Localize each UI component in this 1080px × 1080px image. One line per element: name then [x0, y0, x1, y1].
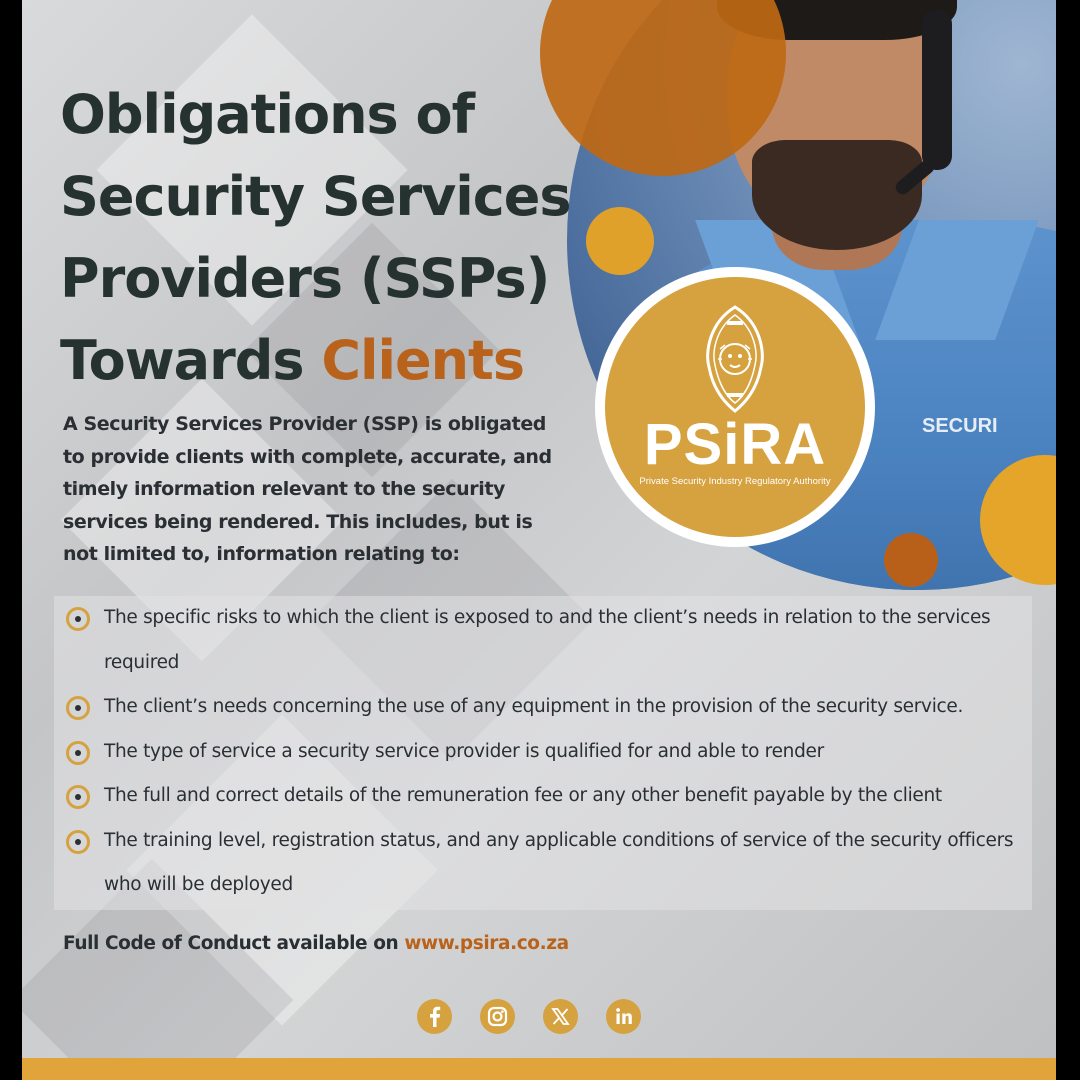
page-title [60, 74, 580, 402]
list-item [54, 685, 1032, 730]
title-line: Providers (SSPs) [60, 247, 550, 310]
list-item-text: The client’s needs concerning the use of any equipment in the provision of the security service. [104, 696, 964, 717]
psira-logo-disc [605, 277, 865, 537]
bullet-icon [66, 830, 90, 854]
list-item-text: The type of service a security service provider is qualified for and able to render [104, 740, 824, 762]
bullet-icon [66, 741, 90, 765]
decor-circle-small [586, 207, 654, 275]
obligations-list [54, 596, 1032, 908]
psira-logo [595, 267, 875, 547]
title-line: Obligations of [60, 83, 475, 146]
instagram-icon[interactable] [480, 999, 515, 1034]
list-item-text: The training level, registration status, and any applicable conditions of service of the security officers who will be deployed [104, 829, 1014, 895]
headset-icon [922, 10, 952, 170]
bullet-icon [66, 607, 90, 631]
officer-beard [752, 140, 922, 250]
footer-prefix: Full Code of Conduct available on [63, 933, 405, 954]
website-link[interactable]: www.psira.co.za [404, 933, 569, 954]
obligations-panel [54, 596, 1032, 910]
list-item [54, 596, 1032, 685]
bullet-icon [66, 785, 90, 809]
bullet-icon [66, 696, 90, 720]
title-line: Towards [60, 329, 322, 392]
lion-crest-icon [703, 305, 767, 413]
list-item-text: The full and correct details of the remuneration fee or any other benefit payable by the client [104, 785, 942, 806]
list-item [54, 819, 1032, 908]
title-accent-word: Clients [321, 329, 524, 392]
linkedin-icon[interactable] [606, 999, 641, 1034]
list-item [54, 730, 1032, 775]
intro-paragraph: A Security Services Provider (SSP) is obligated to provide clients with complete, accurate, and timely information relevant to the security services being rendered. This includes, but is not limited to, information relating to: [63, 413, 552, 565]
list-item-text: The specific risks to which the client is exposed to and the client’s needs in relation to the services required [104, 607, 991, 673]
decor-circle-brown [884, 533, 938, 587]
psira-wordmark: PSiRA [643, 412, 827, 477]
title-line: Security Services [60, 165, 571, 228]
bottom-accent-bar [22, 1058, 1056, 1080]
x-icon[interactable] [543, 999, 578, 1034]
poster [22, 0, 1056, 1080]
psira-subtitle: Private Security Industry Regulatory Authority [639, 476, 831, 487]
list-item [54, 774, 1032, 819]
code-of-conduct-note [63, 933, 763, 954]
shirt-badge-text: SECURI [922, 415, 998, 437]
facebook-icon[interactable] [417, 999, 452, 1034]
